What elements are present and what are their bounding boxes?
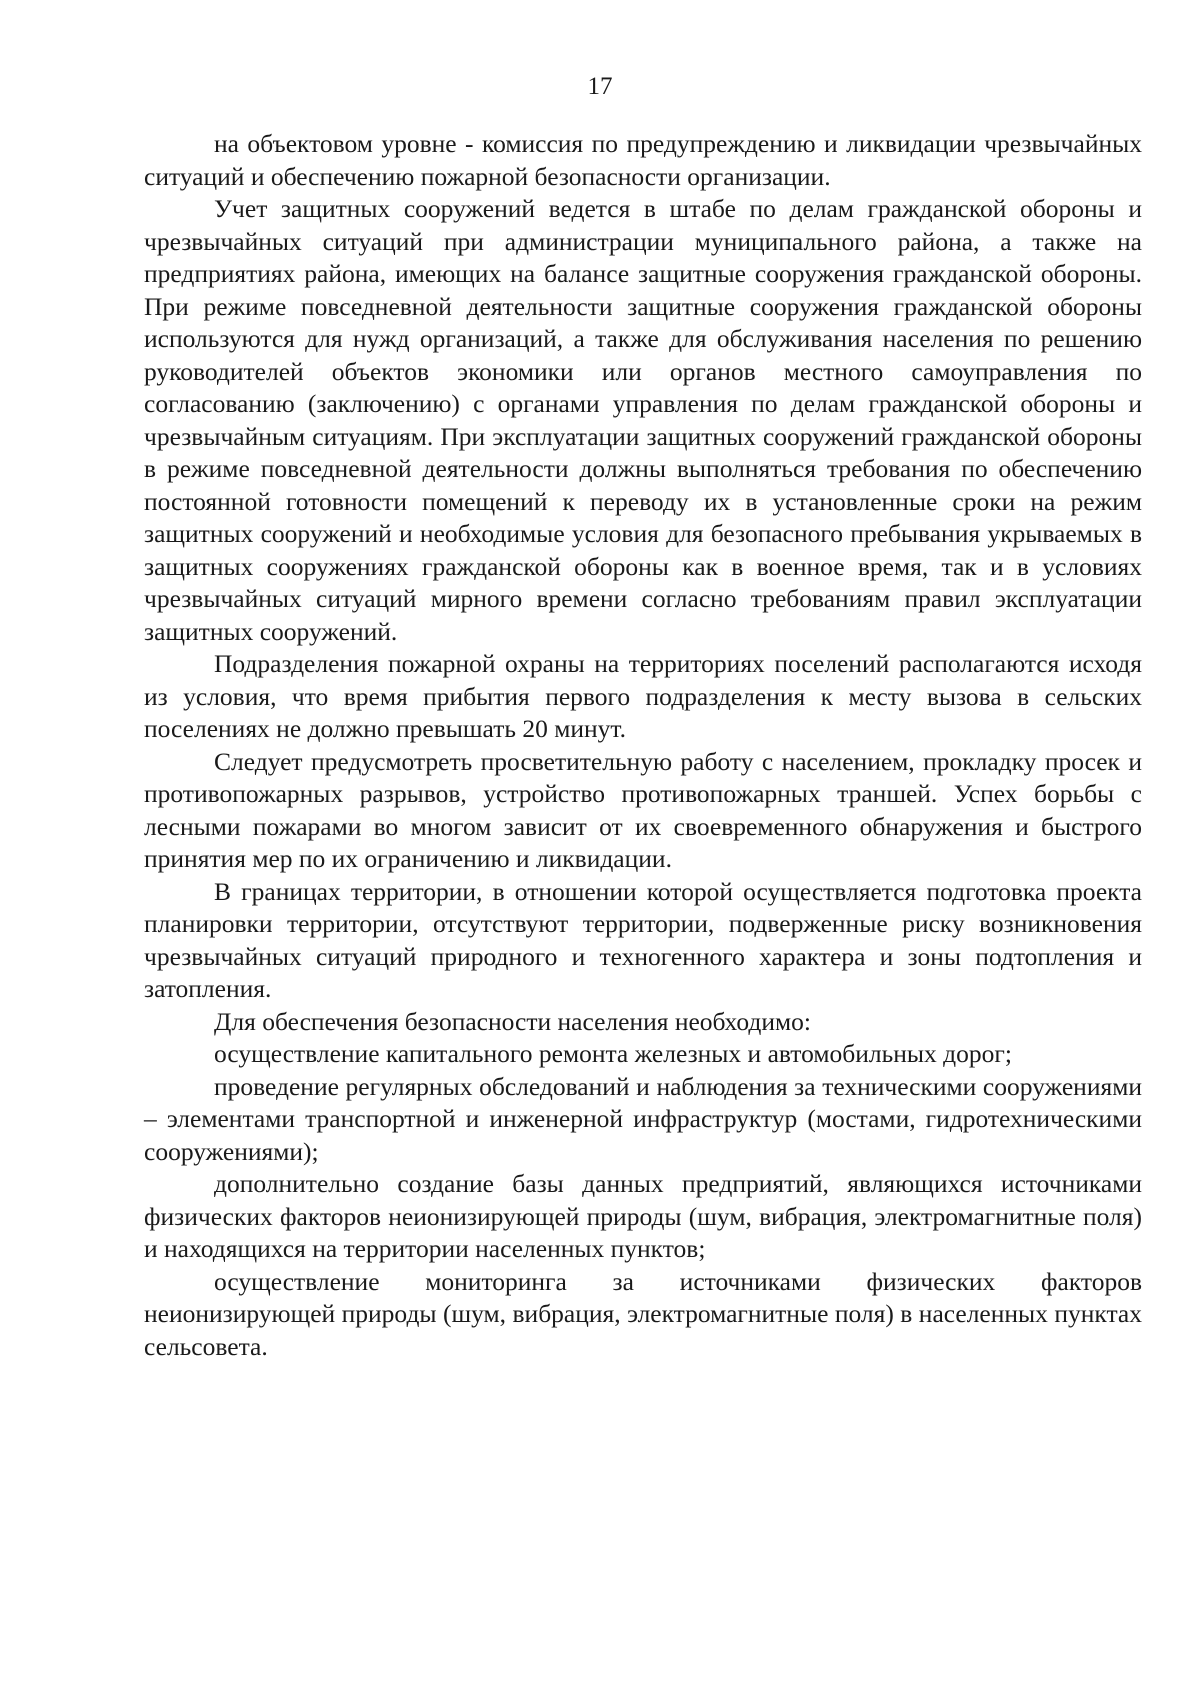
paragraph: на объектовом уровне - комиссия по предупреждению и ликвидации чрезвычайных ситуаций и обеспечению пожарной безопасности организации. — [144, 129, 1142, 191]
paragraph: В границах территории, в отношении которой осуществляется подготовка проекта планировки территории, отсутствуют территории, подверженные риску возникновения чрезвычайных ситуаций природного и техногенного характера и зоны подтопления и затопления. — [144, 876, 1142, 1003]
list-item: дополнительно создание базы данных предприятий, являющихся источниками физических факторов неионизирующей природы (шум, вибрация, электромагнитные поля) и находящихся на территории населенных пунктов; — [144, 1169, 1142, 1263]
list-item: осуществление мониторинга за источниками физических факторов неионизирующей природы (шум, вибрация, электромагнитные поля) в населенных пунктах сельсовета. — [144, 1266, 1142, 1361]
paragraph: Для обеспечения безопасности населения необходимо: — [214, 1006, 811, 1036]
list-item: проведение регулярных обследований и наблюдения за техническими сооружениями – элементами транспортной и инженерной инфраструктур (мостами, гидротехническими сооружениями); — [144, 1071, 1142, 1166]
body-text — [144, 128, 1142, 1363]
paragraph: Учет защитных сооружений ведется в штабе по делам гражданской обороны и чрезвычайных ситуаций при администрации муниципального района, а также на предприятиях района, имеющих на балансе защитные сооружения гражданской обороны. При режиме повседневной деятельности защитные сооружения гражданской обороны используются для нужд организаций, а также для обслуживания населения по решению руководителей объектов экономики или органов местного самоуправления по согласованию (заключению) с органами управления по делам гражданской обороны и чрезвычайным ситуациям. При эксплуатации защитных сооружений гражданской обороны в режиме повседневной деятельности должны выполняться требования по обеспечению постоянной готовности помещений к переводу их в установленные сроки на режим защитных сооружений и необходимые условия для безопасного пребывания укрываемых в защитных сооружениях гражданской обороны как в военное время, так и в условиях чрезвычайных ситуаций мирного времени согласно требованиям правил эксплуатации защитных сооружений. — [144, 194, 1142, 646]
paragraph: Следует предусмотреть просветительную работу с населением, прокладку просек и противопожарных разрывов, устройство противопожарных траншей. Успех борьбы с лесными пожарами во многом зависит от их своевременного обнаружения и быстрого принятия мер по их ограничению и ликвидации. — [144, 746, 1142, 873]
paragraph: Подразделения пожарной охраны на территориях поселений располагаются исходя из условия, что время прибытия первого подразделения к месту вызова в сельских поселениях не должно превышать 20 минут. — [144, 649, 1142, 743]
page-number: 17 — [587, 73, 613, 100]
list-item: осуществление капитального ремонта железных и автомобильных дорог; — [214, 1039, 1012, 1068]
